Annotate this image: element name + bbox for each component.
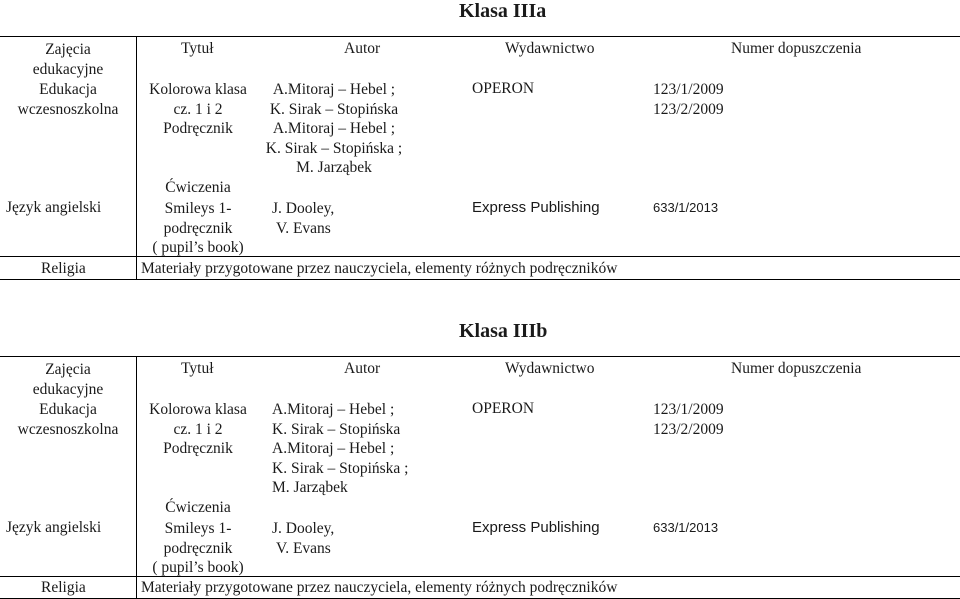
row-number: 633/1/2013 [653,520,719,535]
row-author: A.Mitoraj – Hebel ; K. Sirak – Stopińska A.Mitoraj – Hebel ; K. Sirak – Stopińska ; M. Jarząbek [265,81,403,176]
row-publisher: OPERON [472,400,535,417]
row-author: J. Dooley, V. Evans [272,520,335,557]
header-title: Tytuł [181,360,214,377]
row-subject: Język angielski [6,519,102,536]
header-author: Autor [344,40,381,57]
header-number: Numer dopuszczenia [731,40,862,57]
header-author: Autor [344,360,381,377]
row-subject: Edukacja wczesnoszkolna [17,401,119,438]
row-publisher: Express Publishing [472,199,600,216]
row-publisher: Express Publishing [472,519,600,536]
section-title: Klasa IIIb [459,320,548,342]
table-border-top [0,356,960,357]
row-title: Smileys 1- podręcznik ( pupil’s book) [152,520,244,576]
row-author: J. Dooley, V. Evans [272,200,335,237]
row-subject: Religia [41,260,86,277]
row-merged-cell: Materiały przygotowane przez nauczyciela, elementy różnych podręczników [141,579,618,596]
row-subject: Edukacja wczesnoszkolna [17,81,119,118]
header-title: Tytuł [181,40,214,57]
table-border-top [0,36,960,37]
row-subject: Język angielski [6,199,102,216]
header-publisher: Wydawnictwo [505,40,595,57]
row-subject: Religia [41,579,86,596]
row-number: 123/1/2009 123/2/2009 [653,401,724,438]
header-subject: Zajęcia edukacyjne [32,41,104,78]
header-number: Numer dopuszczenia [731,360,862,377]
row-title: Smileys 1- podręcznik ( pupil’s book) [152,200,244,256]
row-title: Kolorowa klasa cz. 1 i 2 Podręcznik Ćwiczenia [149,81,247,196]
row-title: Kolorowa klasa cz. 1 i 2 Podręcznik Ćwiczenia [149,401,247,516]
header-publisher: Wydawnictwo [505,360,595,377]
row-number: 123/1/2009 123/2/2009 [653,81,724,118]
row-merged-cell: Materiały przygotowane przez nauczyciela, elementy różnych podręczników [141,260,618,277]
section-title: Klasa IIIa [459,0,547,22]
table-border-bottom [0,279,960,280]
row-author: A.Mitoraj – Hebel ; K. Sirak – Stopińska A.Mitoraj – Hebel ; K. Sirak – Stopińska ; M. Jarząbek [272,401,409,496]
header-subject: Zajęcia edukacyjne [32,361,104,398]
row-publisher: OPERON [472,80,535,97]
row-number: 633/1/2013 [653,200,719,215]
